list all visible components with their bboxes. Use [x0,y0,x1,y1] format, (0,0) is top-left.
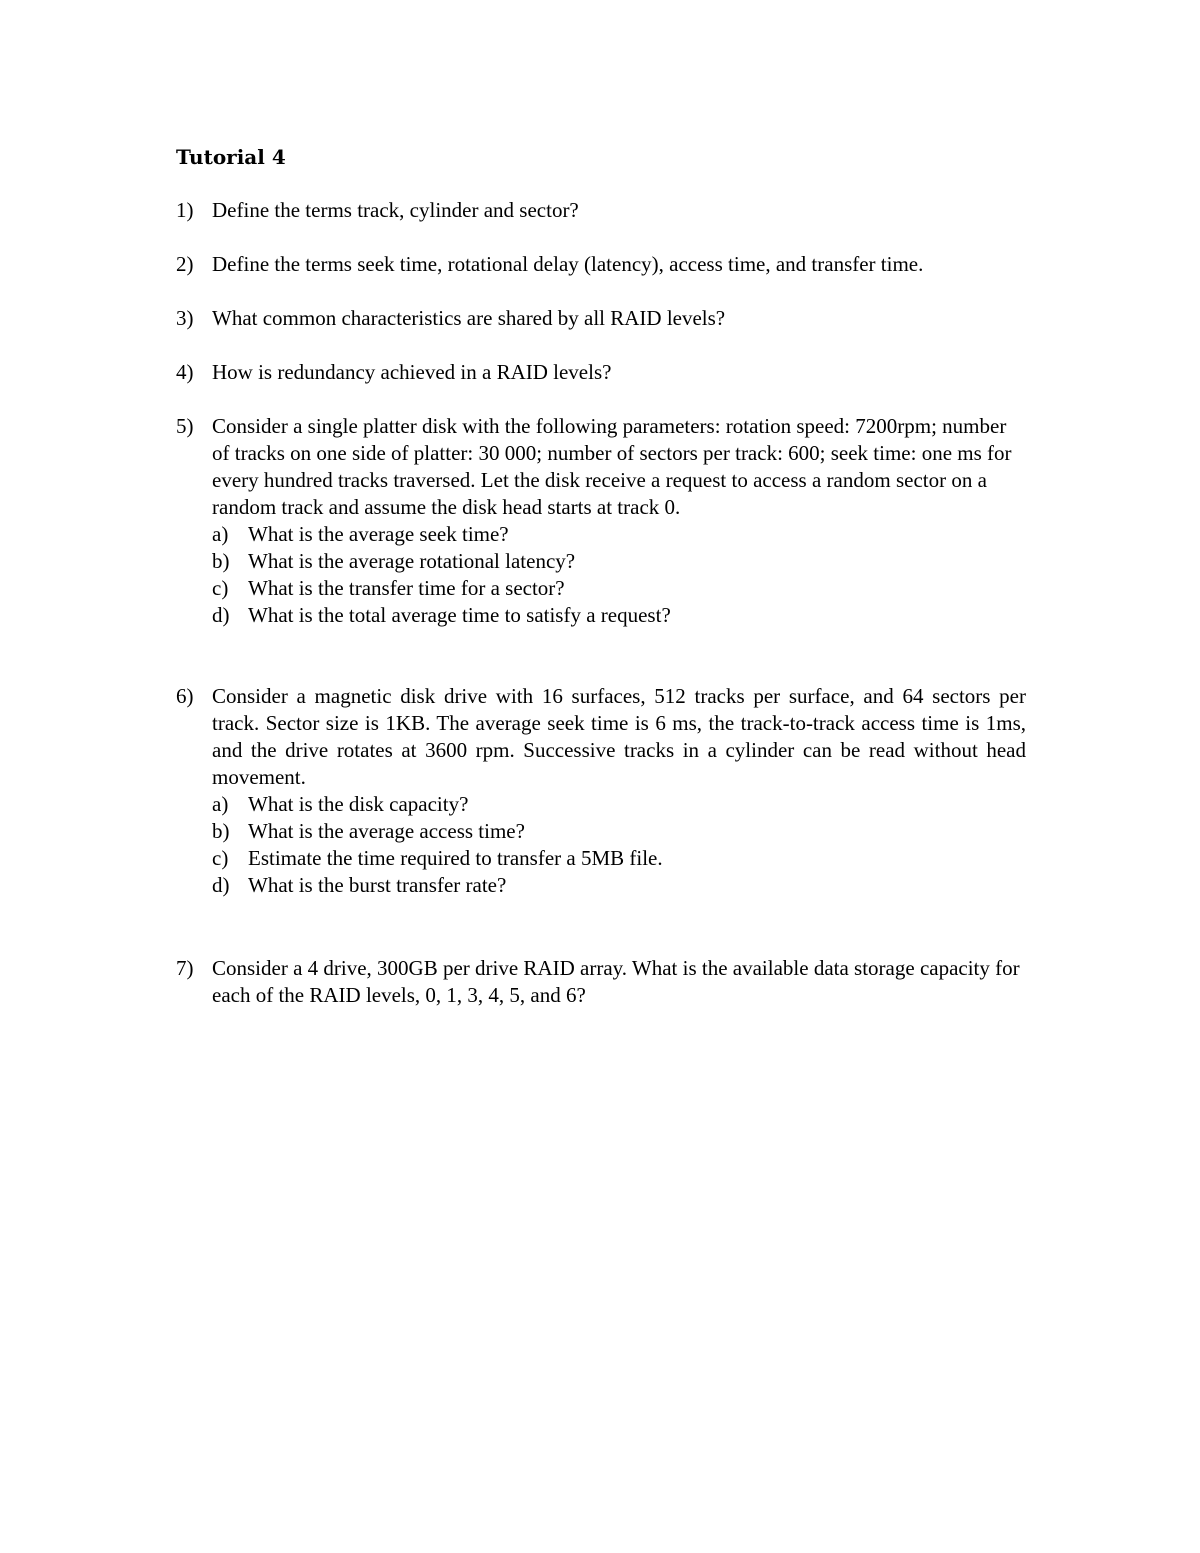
question-text: Consider a single platter disk with the following parameters: rotation speed: 7200rpm; number of tracks on one side of platter: 30 000; number of sectors per track: 600; seek time: one ms for every hundred tracks traversed. Let the disk receive a request to access a random sector on a random track and assume the disk head starts at track 0. [212,414,1012,519]
sub-question-text: Estimate the time required to transfer a 5MB file. [248,846,663,870]
sub-question [212,521,1026,548]
question-text: How is redundancy achieved in a RAID levels? [212,360,612,384]
sub-question [212,548,1026,575]
question-text: Consider a 4 drive, 300GB per drive RAID array. What is the available data storage capacity for each of the RAID levels, 0, 1, 3, 4, 5, and 6? [212,956,1020,1007]
sub-question-letter: c) [212,846,229,870]
question-4 [176,359,1026,386]
question-number: 1) [176,198,194,222]
sub-question [212,602,1026,629]
question-text: Consider a magnetic disk drive with 16 surfaces, 512 tracks per surface, and 64 sectors per track. Sector size is 1KB. The average seek time is 6 ms, the track-to-track access time is 1ms, and the drive rotates at 3600 rpm. Successive tracks in a cylinder can be read without head movement. [212,684,1026,789]
question-number: 4) [176,360,194,384]
sub-question [212,818,1026,845]
sub-question-letter: a) [212,792,229,816]
sub-question [212,845,1026,872]
question-2 [176,251,1026,278]
question-number: 7) [176,956,194,980]
question-number: 6) [176,684,194,708]
sub-question-text: What is the average rotational latency? [248,549,576,573]
question-number: 2) [176,252,194,276]
sub-question-text: What is the transfer time for a sector? [248,576,565,600]
question-text: Define the terms seek time, rotational delay (latency), access time, and transfer time. [212,252,924,276]
sub-question [212,791,1026,818]
sub-question-letter: b) [212,549,230,573]
sub-question-text: What is the total average time to satisfy a request? [248,603,671,627]
sub-question-text: What is the disk capacity? [248,792,469,816]
sub-question-text: What is the burst transfer rate? [248,873,507,897]
sub-question-text: What is the average seek time? [248,522,509,546]
sub-question-letter: c) [212,576,229,600]
question-number: 3) [176,306,194,330]
sub-question-letter: d) [212,873,230,897]
sub-question-list [212,521,1026,629]
sub-question-letter: a) [212,522,229,546]
question-text: Define the terms track, cylinder and sector? [212,198,579,222]
question-6 [176,683,1026,899]
sub-question-list [212,791,1026,899]
sub-question-letter: d) [212,603,230,627]
question-7 [176,955,1026,1009]
sub-question-letter: b) [212,819,230,843]
sub-question [212,872,1026,899]
question-number: 5) [176,414,194,438]
sub-question-text: What is the average access time? [248,819,525,843]
question-5 [176,413,1026,629]
question-3 [176,305,1026,332]
question-text: What common characteristics are shared by all RAID levels? [212,306,726,330]
page-title: Tutorial 4 [176,145,286,169]
sub-question [212,575,1026,602]
question-1 [176,197,1026,224]
